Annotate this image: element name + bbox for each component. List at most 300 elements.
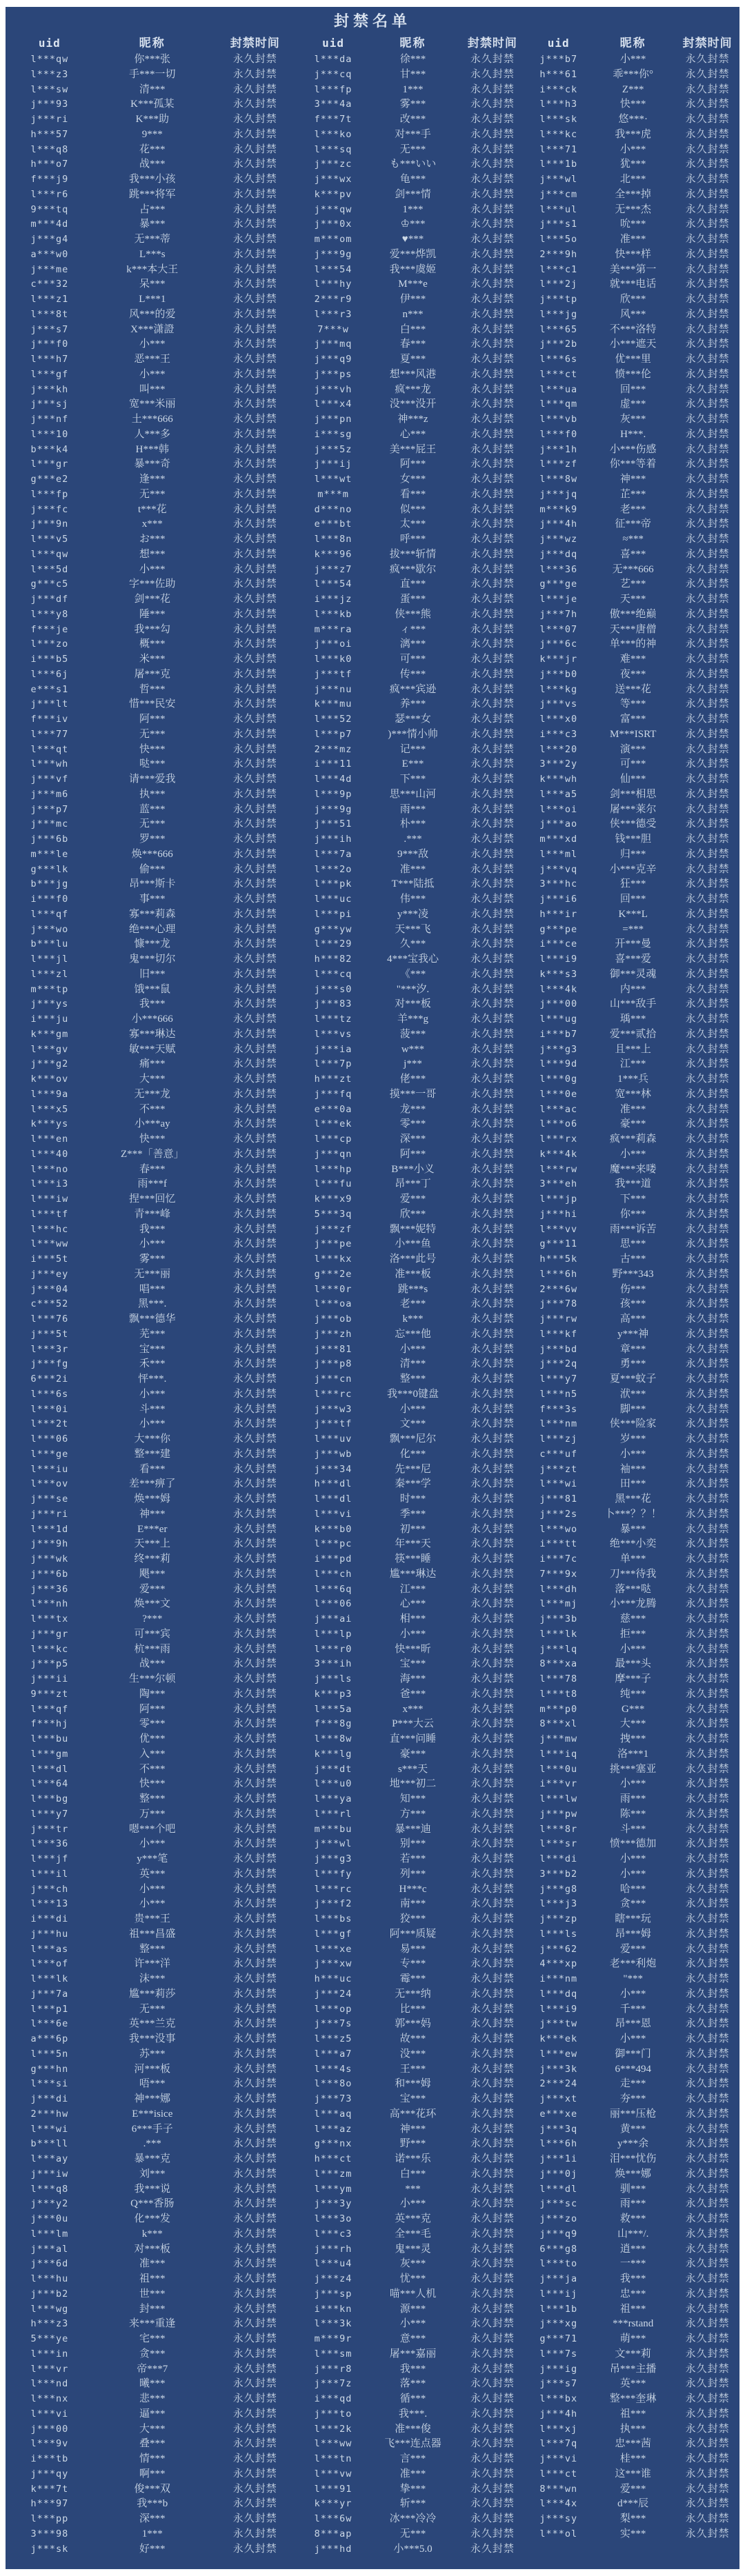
ban-time-cell: 永久封禁	[470, 443, 515, 455]
table-row	[6, 128, 299, 143]
nickname-cell: 直***	[399, 578, 426, 590]
ban-time-cell: 永久封禁	[685, 128, 730, 140]
ban-time-cell: 永久封禁	[232, 2168, 277, 2180]
table-row	[526, 1987, 739, 2002]
table-row	[299, 952, 527, 967]
uid-cell: l***10	[30, 428, 69, 440]
uid-cell: j***sj	[30, 399, 69, 410]
ban-time-cell: 永久封禁	[470, 1748, 515, 1760]
nickname-cell: 准***	[399, 2468, 426, 2479]
ban-time-cell: 永久封禁	[232, 234, 277, 245]
nickname-cell: 执***	[139, 788, 166, 800]
table-row	[6, 2107, 299, 2122]
table-row	[299, 1402, 527, 1418]
uid-cell: j***iw	[30, 2168, 69, 2180]
nickname-cell: 情***	[139, 2453, 166, 2464]
nickname-cell: 年***天	[395, 1538, 431, 1550]
ban-time-cell: 永久封禁	[685, 1148, 730, 1160]
table-row	[526, 743, 739, 758]
ban-time-cell: 永久封禁	[470, 323, 515, 335]
ban-time-cell: 永久封禁	[470, 1463, 515, 1475]
nickname-cell: 侠***德受	[609, 818, 657, 830]
uid-cell: l***0e	[539, 1088, 578, 1100]
uid-cell: j***81	[539, 1493, 578, 1505]
nickname-cell: 祖***	[139, 2273, 166, 2284]
table-row	[526, 1807, 739, 1822]
uid-cell: l***40	[30, 1148, 69, 1160]
uid-cell: l***lw	[539, 1793, 578, 1804]
uid-cell: l***9v	[30, 2438, 69, 2450]
table-row	[526, 1867, 739, 1882]
ban-time-cell: 永久封禁	[685, 1898, 730, 1910]
table-row	[299, 1807, 527, 1822]
nickname-cell: 鬼***切尔	[129, 954, 176, 965]
ban-time-cell: 永久封禁	[470, 2408, 515, 2419]
uid-cell: l***hu	[30, 2273, 69, 2284]
nickname-cell: 跳***s	[397, 1283, 428, 1295]
ban-time-cell: 永久封禁	[685, 548, 730, 560]
table-row	[526, 1597, 739, 1612]
table-row	[6, 97, 299, 112]
nickname-cell: 艺***	[619, 578, 646, 590]
nickname-header: 昵称	[399, 37, 426, 50]
table-row	[526, 1043, 739, 1058]
nickname-cell: E***	[401, 758, 424, 770]
nickname-cell: 秦***学	[395, 1478, 431, 1490]
table-row	[6, 1642, 299, 1658]
uid-cell: l***2o	[314, 863, 352, 875]
table-row	[6, 923, 299, 938]
table-row	[299, 2017, 527, 2032]
ban-time-cell: 永久封禁	[470, 1028, 515, 1040]
table-row	[6, 1342, 299, 1358]
uid-cell: c***52	[30, 1298, 69, 1310]
ban-time-cell: 永久封禁	[232, 563, 277, 575]
nickname-cell: 我***0键盘	[386, 1388, 439, 1400]
table-row	[526, 727, 739, 743]
uid-cell: l***jg	[539, 308, 578, 320]
nickname-cell: 暴***奇	[134, 459, 171, 470]
nickname-cell: 小***	[399, 2198, 426, 2210]
table-row	[299, 323, 527, 338]
ban-time-cell: 永久封禁	[232, 1583, 277, 1595]
table-row	[299, 2542, 527, 2557]
uid-cell: b***jg	[30, 878, 69, 890]
table-row	[299, 652, 527, 667]
ban-time-cell: 永久封禁	[232, 203, 277, 215]
table-row	[526, 2482, 739, 2497]
table-row	[299, 1867, 527, 1882]
uid-cell: j***34	[314, 1463, 352, 1475]
ban-time-cell: 永久封禁	[470, 474, 515, 485]
uid-cell: j***7z	[314, 2378, 352, 2390]
uid-cell: i***sg	[314, 428, 352, 440]
rows-container	[6, 52, 299, 2557]
uid-cell: d***no	[314, 503, 352, 515]
uid-cell: k***4k	[539, 1148, 578, 1160]
ban-time-cell: 永久封禁	[232, 2108, 277, 2120]
uid-cell: 9***zt	[30, 1688, 69, 1700]
uid-cell: l***oa	[314, 1298, 352, 1310]
ban-time-cell: 永久封禁	[470, 1283, 515, 1295]
ban-time-cell: 永久封禁	[232, 1238, 277, 1250]
uid-cell: 3***98	[30, 2528, 69, 2539]
ban-time-cell: 永久封禁	[232, 2378, 277, 2390]
uid-cell: j***ij	[314, 459, 352, 470]
ban-time-cell: 永久封禁	[685, 1493, 730, 1505]
ban-time-cell: 永久封禁	[232, 654, 277, 665]
uid-cell: 8***xl	[539, 1718, 578, 1730]
ban-time-cell: 永久封禁	[685, 654, 730, 665]
nickname-cell: 没***没开	[389, 399, 437, 410]
nickname-cell: 杭***雨	[134, 1643, 171, 1655]
uid-cell: j***b7	[539, 54, 578, 65]
ban-time-cell: 永久封禁	[232, 2078, 277, 2090]
uid-cell: l***iq	[539, 1748, 578, 1760]
table-row	[526, 2392, 739, 2407]
uid-cell: l***8r	[539, 1823, 578, 1835]
table-row	[526, 1837, 739, 1852]
uid-cell: j***ls	[314, 1673, 352, 1684]
table-row	[6, 1417, 299, 1432]
nickname-cell: 爱***贰拾	[609, 1028, 657, 1040]
nickname-cell: ***	[405, 2183, 421, 2195]
table-row	[526, 2377, 739, 2392]
ban-time-cell: 永久封禁	[685, 803, 730, 815]
nickname-cell: 我***虞姬	[389, 263, 437, 275]
table-row	[6, 2467, 299, 2482]
nickname-cell: 疯***龙	[395, 383, 431, 395]
ban-time-cell: 永久封禁	[685, 698, 730, 710]
nickname-cell: 剑***情	[395, 188, 431, 200]
nickname-cell: 美***第一	[609, 263, 657, 275]
table-row	[299, 757, 527, 772]
table-row	[526, 412, 739, 427]
table-row	[526, 607, 739, 623]
uid-cell: l***lk	[30, 1973, 69, 1984]
ban-time-cell: 永久封禁	[232, 1643, 277, 1655]
uid-cell: l***78	[539, 1673, 578, 1684]
ban-time-cell: 永久封禁	[685, 2528, 730, 2539]
table-row	[526, 832, 739, 847]
table-row	[526, 1192, 739, 1207]
nickname-cell: 贪***	[139, 2348, 166, 2359]
ban-time-cell: 永久封禁	[470, 1673, 515, 1684]
uid-cell: l***wt	[314, 474, 352, 485]
uid-cell: l***sq	[314, 143, 352, 155]
table-row	[526, 1732, 739, 1747]
nickname-cell: 快***	[139, 1778, 166, 1790]
ban-time-cell: 永久封禁	[470, 1868, 515, 1880]
ban-time-cell: 永久封禁	[685, 428, 730, 440]
nickname-cell: 雨***诉苦	[609, 1223, 657, 1235]
ban-time-cell: 永久封禁	[232, 1598, 277, 1610]
table-row	[526, 457, 739, 472]
table-row	[526, 1327, 739, 1342]
nickname-cell: 生***尔顿	[129, 1673, 176, 1684]
nickname-cell: 别***	[399, 1838, 426, 1850]
nickname-cell: 征***帝	[615, 519, 651, 530]
table-row	[6, 397, 299, 412]
ban-time-cell: 永久封禁	[470, 2333, 515, 2344]
nickname-cell: 夏***蚊子	[609, 1373, 657, 1385]
nickname-cell: 花***	[139, 143, 166, 155]
ban-time-cell: 永久封禁	[232, 2543, 277, 2555]
table-row	[526, 1942, 739, 1958]
table-row	[526, 292, 739, 308]
table-row	[526, 1117, 739, 1132]
uid-cell: 2***24	[539, 2078, 578, 2090]
table-row	[299, 2482, 527, 2497]
ban-time-cell: 永久封禁	[232, 1058, 277, 1070]
uid-cell: e***xe	[539, 2108, 578, 2120]
nickname-cell: Q***香肠	[130, 2198, 175, 2210]
table-row	[6, 547, 299, 563]
nickname-cell: 实***	[619, 2528, 646, 2539]
ban-time-cell: 永久封禁	[470, 1074, 515, 1085]
nickname-cell: 宅***	[139, 2333, 166, 2344]
uid-cell: j***f0	[30, 339, 69, 350]
nickname-cell: 黄***	[619, 2123, 646, 2135]
uid-cell: l***r0	[314, 1643, 352, 1655]
table-row	[299, 2407, 527, 2422]
uid-cell: l***9a	[30, 1088, 69, 1100]
ban-time-cell: 永久封禁	[470, 2183, 515, 2195]
table-row	[6, 1597, 299, 1612]
table-row	[6, 1672, 299, 1687]
table-row	[299, 383, 527, 398]
ban-time-cell: 永久封禁	[232, 668, 277, 680]
nickname-cell: 黑***.	[138, 1298, 167, 1310]
uid-cell: l***0i	[30, 1403, 69, 1415]
uid-cell: l***zo	[30, 638, 69, 650]
nickname-cell: 化***	[399, 1448, 426, 1460]
ban-time-cell: 永久封禁	[470, 68, 515, 80]
table-row	[299, 923, 527, 938]
nickname-cell: 土***666	[131, 414, 173, 425]
ban-time-cell: 永久封禁	[470, 1553, 515, 1564]
table-row	[526, 803, 739, 818]
uid-cell: j***fc	[30, 503, 69, 515]
ban-time-cell: 永久封禁	[232, 2003, 277, 2015]
nickname-cell: 1***兵	[617, 1074, 649, 1085]
ban-time-cell: 永久封禁	[470, 714, 515, 725]
nickname-cell: 小***伤感	[609, 443, 657, 455]
table-row	[526, 1822, 739, 1838]
table-row	[526, 517, 739, 532]
uid-cell: l***kx	[314, 1254, 352, 1265]
table-row	[526, 2497, 739, 2512]
uid-cell: j***q9	[539, 2228, 578, 2240]
table-row	[299, 143, 527, 158]
ban-time-cell: 永久封禁	[685, 474, 730, 485]
ban-time-cell: 永久封禁	[470, 1343, 515, 1355]
ban-time-cell: 永久封禁	[470, 2423, 515, 2435]
ban-time-cell: 永久封禁	[470, 2348, 515, 2359]
nickname-cell: 源***	[399, 2303, 426, 2315]
nickname-cell: 就***电话	[609, 279, 657, 290]
nickname-cell: 呆***	[139, 279, 166, 290]
uid-cell: j***g4	[30, 234, 69, 245]
uid-cell: k***96	[314, 548, 352, 560]
ban-time-cell: 永久封禁	[232, 368, 277, 380]
nickname-cell: 青***峰	[134, 1208, 171, 1220]
uid-cell: l***vi	[314, 1508, 352, 1520]
table-row	[299, 2437, 527, 2452]
uid-cell: j***9g	[314, 803, 352, 815]
ban-time-cell: 永久封禁	[232, 1658, 277, 1670]
nickname-cell: 剑***花	[134, 594, 171, 605]
table-row	[299, 892, 527, 907]
nickname-cell: 斩***	[399, 2498, 426, 2510]
table-row	[526, 1103, 739, 1118]
ban-time-cell: 永久封禁	[685, 1808, 730, 1820]
uid-cell: l***ol	[539, 2528, 578, 2539]
table-row	[299, 983, 527, 998]
uid-cell: l***f0	[539, 428, 578, 440]
uid-cell: j***z4	[314, 2273, 352, 2284]
table-row	[299, 2287, 527, 2302]
table-header	[299, 34, 527, 52]
table-row	[526, 2092, 739, 2107]
uid-cell: l***qw	[30, 548, 69, 560]
table-row	[299, 2107, 527, 2122]
uid-cell: l***lp	[314, 1628, 352, 1640]
nickname-cell: 御***灵魂	[609, 968, 657, 980]
uid-cell: j***zh	[314, 1328, 352, 1340]
uid-cell: l***3o	[314, 2213, 352, 2224]
uid-cell: l***20	[539, 743, 578, 755]
nickname-cell: 龙***	[399, 1103, 426, 1115]
table-row	[526, 143, 739, 158]
table-row	[6, 1012, 299, 1027]
ban-time-cell: 永久封禁	[470, 1718, 515, 1730]
table-row	[526, 1372, 739, 1387]
table-row	[299, 2002, 527, 2017]
nickname-cell: 灰***	[619, 414, 646, 425]
table-row	[299, 1942, 527, 1958]
nickname-cell: 南***	[399, 1898, 426, 1910]
nickname-cell: H***c	[399, 1883, 427, 1895]
ban-time-cell: 永久封禁	[470, 1088, 515, 1100]
table-row	[526, 1402, 739, 1418]
table-row	[299, 937, 527, 952]
nickname-cell: 山***敌手	[609, 998, 657, 1010]
ban-time-cell: 永久封禁	[232, 1388, 277, 1400]
uid-cell: j***78	[539, 1298, 578, 1310]
ban-time-cell: 永久封禁	[232, 219, 277, 230]
ban-time-cell: 永久封禁	[685, 1448, 730, 1460]
table-row	[526, 68, 739, 83]
uid-cell: l***gm	[30, 1748, 69, 1760]
uid-cell: l***u0	[314, 1778, 352, 1790]
ban-time-cell: 永久封禁	[470, 834, 515, 845]
nickname-cell: も***いい	[389, 159, 437, 170]
table-row	[299, 907, 527, 923]
uid-cell: j***2s	[539, 1508, 578, 1520]
ban-time-cell: 永久封禁	[232, 1043, 277, 1055]
uid-cell: l***ua	[539, 383, 578, 395]
ban-time-cell: 永久封禁	[232, 2258, 277, 2270]
uid-cell: 3***eh	[539, 1178, 578, 1190]
uid-cell: i***11	[314, 758, 352, 770]
nickname-cell: 方***	[399, 1808, 426, 1820]
nickname-cell: 尴***莉莎	[129, 1988, 176, 2000]
nickname-cell: 阿***	[139, 1703, 166, 1715]
ban-time-cell: 永久封禁	[470, 848, 515, 860]
nickname-cell: 喵***人机	[389, 2288, 437, 2300]
table-row	[6, 1972, 299, 1987]
ban-time-cell: 永久封禁	[232, 1928, 277, 1940]
table-row	[6, 1507, 299, 1522]
nickname-cell: 剑***相思	[609, 788, 657, 800]
table-row	[299, 1087, 527, 1103]
table-row	[299, 2257, 527, 2272]
nickname-cell: 拽***	[619, 1733, 646, 1744]
uid-cell: l***65	[539, 323, 578, 335]
table-row	[526, 983, 739, 998]
table-row	[299, 2152, 527, 2167]
nickname-cell: 养***	[399, 698, 426, 710]
nickname-cell: 叠***	[139, 2438, 166, 2450]
ban-time-cell: 永久封禁	[470, 2378, 515, 2390]
table-row	[299, 1837, 527, 1852]
ban-time-cell: 永久封禁	[685, 2108, 730, 2120]
uid-cell: g***pe	[539, 923, 578, 935]
ban-time-cell: 永久封禁	[470, 2498, 515, 2510]
table-row	[6, 1057, 299, 1072]
ban-time-cell: 永久封禁	[232, 758, 277, 770]
ban-time-cell: 永久封禁	[685, 2303, 730, 2315]
ban-time-cell: 永久封禁	[232, 83, 277, 95]
nickname-cell: 海***	[399, 1673, 426, 1684]
nickname-cell: 心***	[399, 428, 426, 440]
ban-time-cell: 永久封禁	[470, 1448, 515, 1460]
nickname-cell: 江***	[399, 1583, 426, 1595]
uid-cell: c***uf	[539, 1448, 578, 1460]
uid-cell: 9***tq	[30, 203, 69, 215]
ban-time-cell: 永久封禁	[470, 2138, 515, 2150]
ban-time-cell: 永久封禁	[232, 623, 277, 635]
table-row	[299, 2197, 527, 2212]
table-row	[526, 1567, 739, 1582]
uid-cell: j***w3	[314, 1403, 352, 1415]
table-row	[526, 2227, 739, 2242]
ban-time-cell: 永久封禁	[470, 563, 515, 575]
table-row	[299, 1597, 527, 1612]
table-row	[299, 1057, 527, 1072]
nickname-cell: 来***重逢	[129, 2318, 176, 2330]
table-row	[526, 1177, 739, 1192]
table-row	[526, 2302, 739, 2317]
nickname-cell: 呼***	[399, 534, 426, 545]
uid-cell: l***54	[314, 263, 352, 275]
table-row	[299, 277, 527, 292]
uid-cell: l***uc	[314, 894, 352, 905]
uid-cell: j***g2	[30, 1058, 69, 1070]
uid-cell: j***ob	[314, 1314, 352, 1325]
table-row	[299, 1822, 527, 1838]
uid-cell: l***i3	[30, 1178, 69, 1190]
table-row	[6, 112, 299, 128]
nickname-cell: 贪***	[619, 1898, 646, 1910]
ban-time-cell: 永久封禁	[470, 2483, 515, 2495]
table-row	[299, 1552, 527, 1567]
uid-cell: h***z3	[30, 2318, 69, 2330]
ban-time-cell: 永久封禁	[232, 1478, 277, 1490]
uid-cell: 7***w	[317, 323, 349, 335]
uid-cell: l***ko	[314, 128, 352, 140]
